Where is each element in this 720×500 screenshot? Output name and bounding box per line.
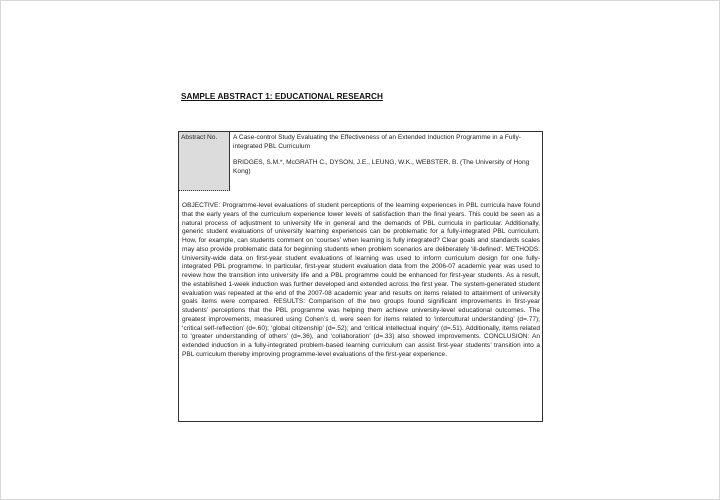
abstract-header [233,134,538,176]
abstract-authors: BRIDGES, S.M.*, McGRATH C., DYSON, J.E., LEUNG, W.K., WEBSTER, B. (The University of Hong Kong) [233,159,530,175]
abstract-body: OBJECTIVE: Programme-level evaluations of student perceptions of the learning experiences in PBL curricula have found that the early years of the curriculum experience lower levels of satisfaction than the final years. This could be seen as a natural process of adjustment to university life in general and the demands of PBL curricula in particular. Additionally, generic student evaluations of university learning experiences can be problematic for a fully-integrated PBL curriculum. How, for example, can students comment on ‘courses’ when learning is fully integrated? Clear goals and standards scales may also provide problematic data for beginning students when problem scenarios are deliberately ‘ill-defined’. METHODS: University-wide data on first-year student evaluations of learning was used to inform curriculum design for one fully-integrated PBL programme. In particular, first-year student evaluation data from the 2006-07 academic year was used to review how the transition into university life and a PBL programme could be enhanced for first-year students. As a result, the established 1-week induction was further developed and extended across the first year. The system-generated student evaluation was repeated at the end of the 2007-08 academic year and results on items related to attainment of university goals items were compared. RESULTS: Comparison of the two groups found significant improvements in first-year students’ perceptions that the PBL programme was helping them achieve university-level educational outcomes. The greatest improvements, measured using Cohen’s d, were seen for items related to ‘intercultural understanding’ (d=.77); ‘critical self-reflection’ (d=.60); ‘global citizenship’ (d=.52); and ‘critical intellectual inquiry’ (d=.51). Additionally, items related to ‘greater understanding of others’ (d=.36), and ‘collaboration’ (d=.33) also showed improvements. CONCLUSION: An extended induction in a fully-integrated problem-based learning curriculum can assist first-year students’ transition into a PBL curriculum thereby improving programme-level evaluations of the first-year experience. [182,202,540,358]
abstract-number-cell [179,132,230,191]
abstract-title: A Case-control Study Evaluating the Effectiveness of an Extended Induction Programme in a Fully-integrated PBL Curriculum [233,134,521,150]
abstract-number-label: Abstract No. [181,134,218,141]
abstract-box [178,131,543,422]
document-heading: SAMPLE ABSTRACT 1: EDUCATIONAL RESEARCH [181,92,383,101]
